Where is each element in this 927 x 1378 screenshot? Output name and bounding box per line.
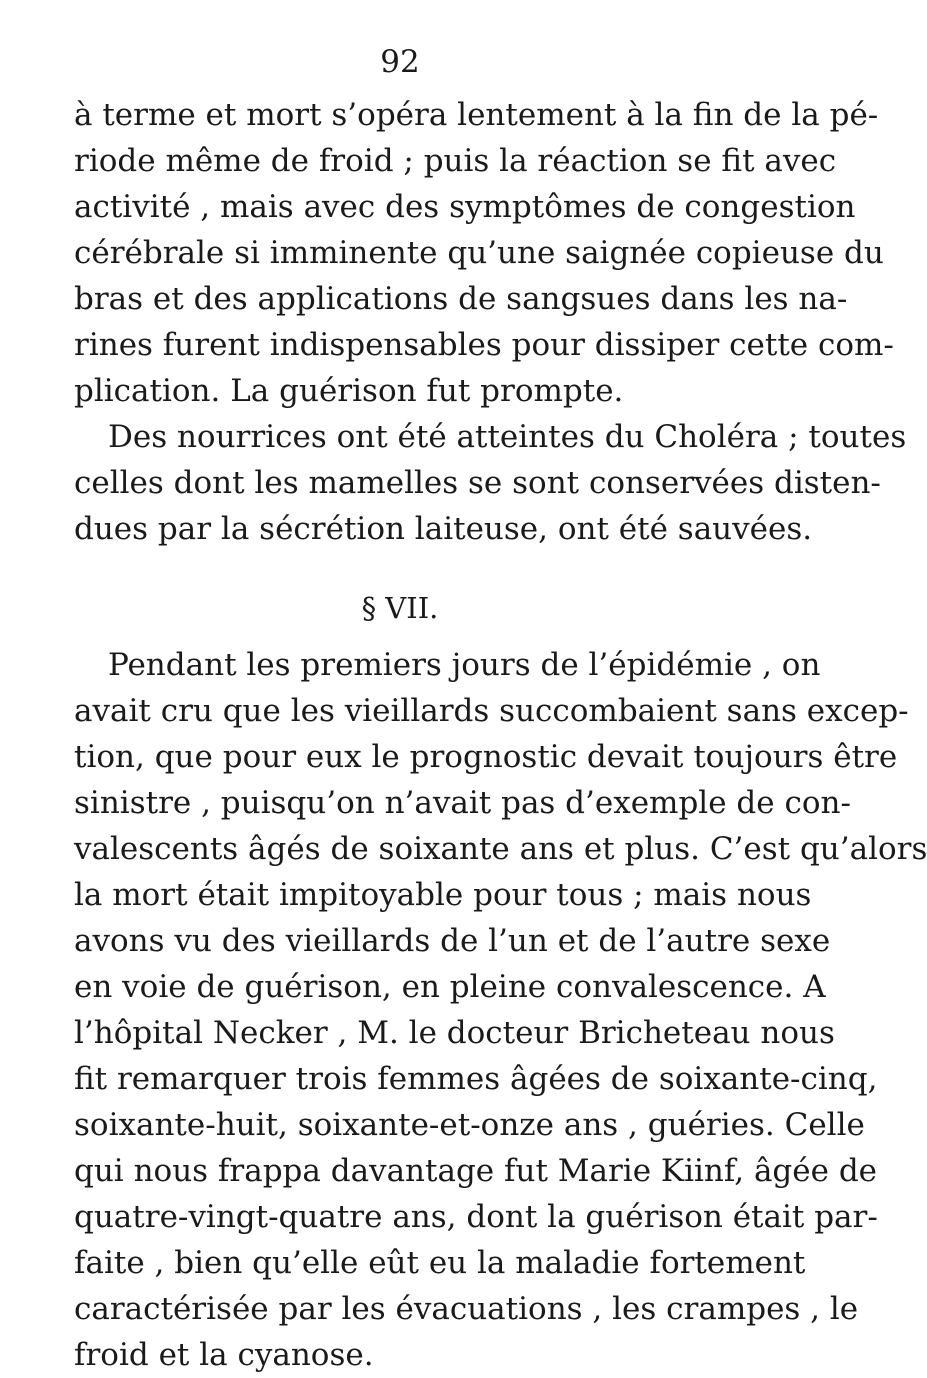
text-line: en voie de guérison, en pleine convalescence. A — [74, 969, 826, 1005]
text-line: la mort était impitoyable pour tous ; mais nous — [74, 877, 812, 913]
text-line: Des nourrices ont été atteintes du Choléra ; toutes — [108, 419, 907, 455]
text-line: faite , bien qu’elle eût eu la maladie fortement — [74, 1245, 806, 1281]
text-line: fit remarquer trois femmes âgées de soixante-cinq, — [74, 1061, 878, 1097]
text-line: avait cru que les vieillards succombaient sans excep- — [74, 693, 909, 729]
text-line: tion, que pour eux le prognostic devait toujours être — [74, 739, 898, 775]
text-line: à terme et mort s’opéra lentement à la fin de la pé- — [74, 97, 879, 133]
text-line: sinistre , puisqu’on n’avait pas d’exemple de con- — [74, 785, 851, 821]
text-line: avons vu des vieillards de l’un et de l’autre sexe — [74, 923, 831, 959]
text-line: cérébrale si imminente qu’une saignée copieuse du — [74, 235, 884, 271]
text-line: dues par la sécrétion laiteuse, ont été sauvées. — [74, 511, 813, 547]
text-line: froid et la cyanose. — [74, 1337, 374, 1373]
page-number: 92 — [380, 44, 420, 80]
text-line: caractérisée par les évacuations , les crampes , le — [74, 1291, 859, 1327]
text-line: quatre-vingt-quatre ans, dont la guérison était par- — [74, 1199, 878, 1235]
text-line: valescents âgés de soixante ans et plus. C’est qu’alors — [74, 831, 927, 867]
text-line: riode même de froid ; puis la réaction se fit avec — [74, 143, 837, 179]
text-line: Pendant les premiers jours de l’épidémie , on — [108, 647, 821, 683]
paragraph-1 — [74, 92, 894, 414]
paragraph-2 — [74, 414, 907, 552]
text-line: soixante-huit, soixante-et-onze ans , guéries. Celle — [74, 1107, 865, 1143]
text-line: l’hôpital Necker , M. le docteur Bricheteau nous — [74, 1015, 835, 1051]
section-heading: § VII. — [361, 591, 439, 625]
text-line: celles dont les mamelles se sont conservées disten- — [74, 465, 881, 501]
text-line: plication. La guérison fut prompte. — [74, 373, 624, 409]
text-line: rines furent indispensables pour dissiper cette com- — [74, 327, 894, 363]
text-line: activité , mais avec des symptômes de congestion — [74, 189, 856, 225]
text-line: qui nous frappa davantage fut Marie Kiinf, âgée de — [74, 1153, 878, 1189]
text-line: bras et des applications de sangsues dans les na- — [74, 281, 848, 317]
paragraph-3 — [74, 642, 927, 1378]
